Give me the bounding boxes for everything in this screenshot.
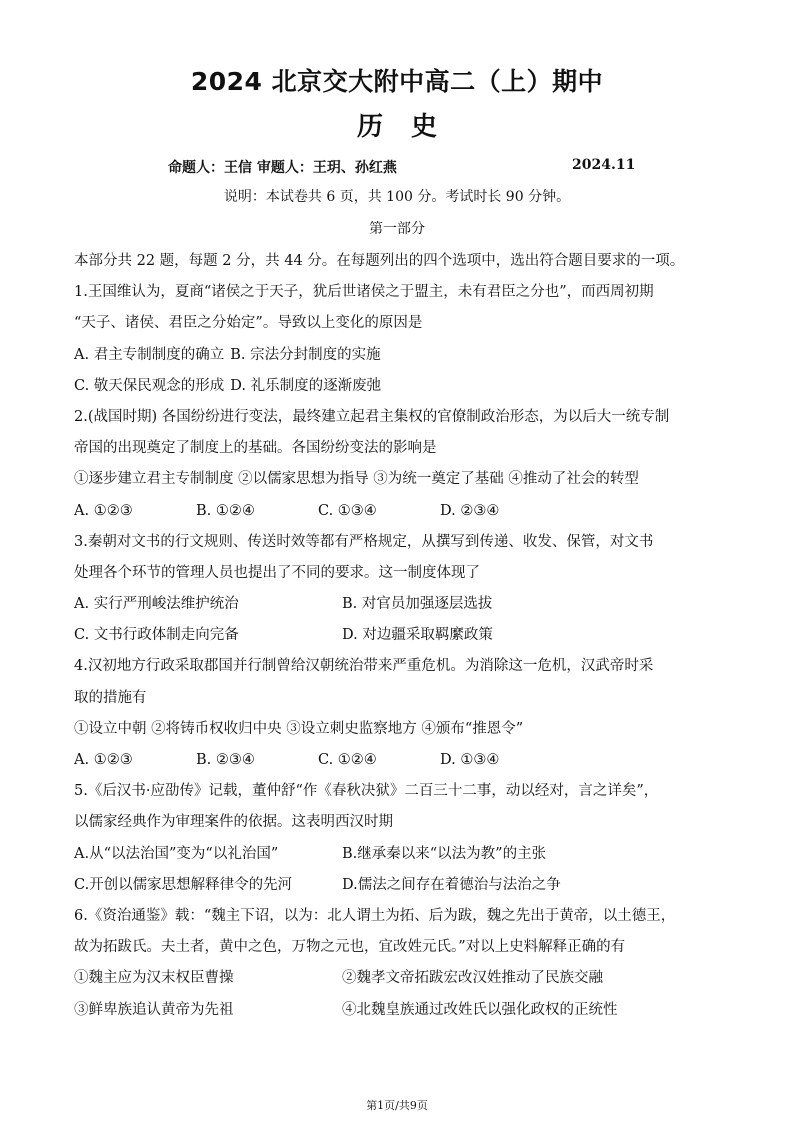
subject-title [0,106,794,143]
option: C. ①②④ [318,752,377,768]
option-row [74,839,730,870]
option: B. 对官员加强逐层选拔 [342,596,493,613]
question-stem: 故为拓跋氏。夫土者，黄中之色，万物之元也，宜改姓元氏。”对以上史料解释正确的有 [74,939,626,956]
option: D. 礼乐制度的逐渐废弛 [230,377,382,394]
question-stem: 6.《资治通鉴》载：“魏主下诏，以为：北人谓土为拓、后为跋，魏之先出于黄帝，以土德王， [74,907,676,924]
page-footer: 第1页/共9页 [366,1099,428,1112]
option: A. ①②③ [74,502,133,519]
question-5 [74,776,730,901]
question-stem: “天子、诸侯、君臣之分始定”。导致以上变化的原因是 [74,315,423,332]
option-row [74,496,730,527]
authors: 命题人：王信 审题人：王玥、孙红燕 [168,160,397,176]
option-row [74,963,730,994]
questions-content [74,246,730,1026]
option-row [74,620,730,651]
option: C.开创以儒家思想解释律令的先河 [74,876,293,893]
subject-char: 历 [356,112,383,142]
option: ③鲜卑族追认黄帝为先祖 [74,1001,234,1018]
question-3 [74,527,730,652]
question-stem: ①设立中朝 ②将铸币权收归中央 ③设立刺史监察地方 ④颁布“推恩令” [74,720,524,737]
option: ①魏主应为汉末权臣曹操 [74,970,234,987]
option: C. 敬天保民观念的形成 [74,377,225,394]
option: B. ②③④ [196,752,255,768]
question-stem: 1.王国维认为，夏商“诸侯之于天子，犹后世诸侯之于盟主，未有君臣之分也”，而西周初期 [74,284,654,301]
question-stem: 2.(战国时期) 各国纷纷进行变法，最终建立起君主集权的官僚制政治形态，为以后大一统专制 [74,408,670,425]
question-stem: 处理各个环节的管理人员也提出了不同的要求。这一制度体现了 [74,564,480,581]
option: B. ①②④ [196,502,255,519]
question-1 [74,277,730,402]
question-stem: 以儒家经典作为审理案件的依据。这表明西汉时期 [74,814,393,831]
question-stem: 取的措施有 [74,689,147,706]
question-stem: 3.秦朝对文书的行文规则、传送时效等都有严格规定，从撰写到传递、收发、保管，对文书 [74,533,654,550]
exam-date: 2024.11 [572,157,636,173]
subject-char: 史 [411,112,438,142]
question-stem: ①逐步建立君主专制制度 ②以儒家思想为指导 ③为统一奠定了基础 ④推动了社会的转型 [74,471,639,488]
option: D. 对边疆采取羁縻政策 [342,627,493,644]
exam-title: 2024 北京交大附中高二（上）期中 [190,67,604,96]
option-row [74,589,730,620]
option: A. 实行严刑峻法维护统治 [74,596,239,613]
question-stem: 4.汉初地方行政采取郡国并行制曾给汉朝统治带来严重危机。为消除这一危机，汉武帝时采 [74,658,654,675]
option: D.儒法之间存在着德治与法治之争 [342,876,561,893]
option-row [74,340,730,371]
question-stem: 帝国的出现奠定了制度上的基础。各国纷纷变法的影响是 [74,440,437,457]
question-2 [74,402,730,527]
option: A. 君主专制制度的确立 [74,346,225,363]
option: D. ①③④ [440,752,500,768]
exam-note: 说明：本试卷共 6 页，共 100 分。考试时长 90 分钟。 [223,189,571,205]
part-heading: 第一部分 [369,221,425,237]
option: ④北魏皇族通过改姓氏以强化政权的正统性 [342,1001,618,1018]
section-intro: 本部分共 22 题，每题 2 分，共 44 分。在每题列出的四个选项中，选出符合题目要求的一项。 [74,253,685,269]
option: A.从“以法治国”变为“以礼治国” [74,845,279,862]
option-row [74,371,730,402]
option: B. 宗法分封制度的实施 [230,346,381,363]
option: B.继承秦以来“以法为教”的主张 [342,845,547,862]
option: C. ①③④ [318,502,377,519]
question-4 [74,651,730,776]
option: ②魏孝文帝拓跋宏改汉姓推动了民族交融 [342,970,603,987]
option-row [74,870,730,901]
option: C. 文书行政体制走向完备 [74,627,239,644]
option-row [74,995,730,1026]
option-row [74,745,730,776]
question-6 [74,901,730,1026]
question-stem: 5.《后汉书·应劭传》记载，董仲舒“作《春秋决狱》二百三十二事，动以经对，言之详矣”， [74,783,659,800]
option: A. ①②③ [74,752,133,768]
option: D. ②③④ [440,502,500,519]
